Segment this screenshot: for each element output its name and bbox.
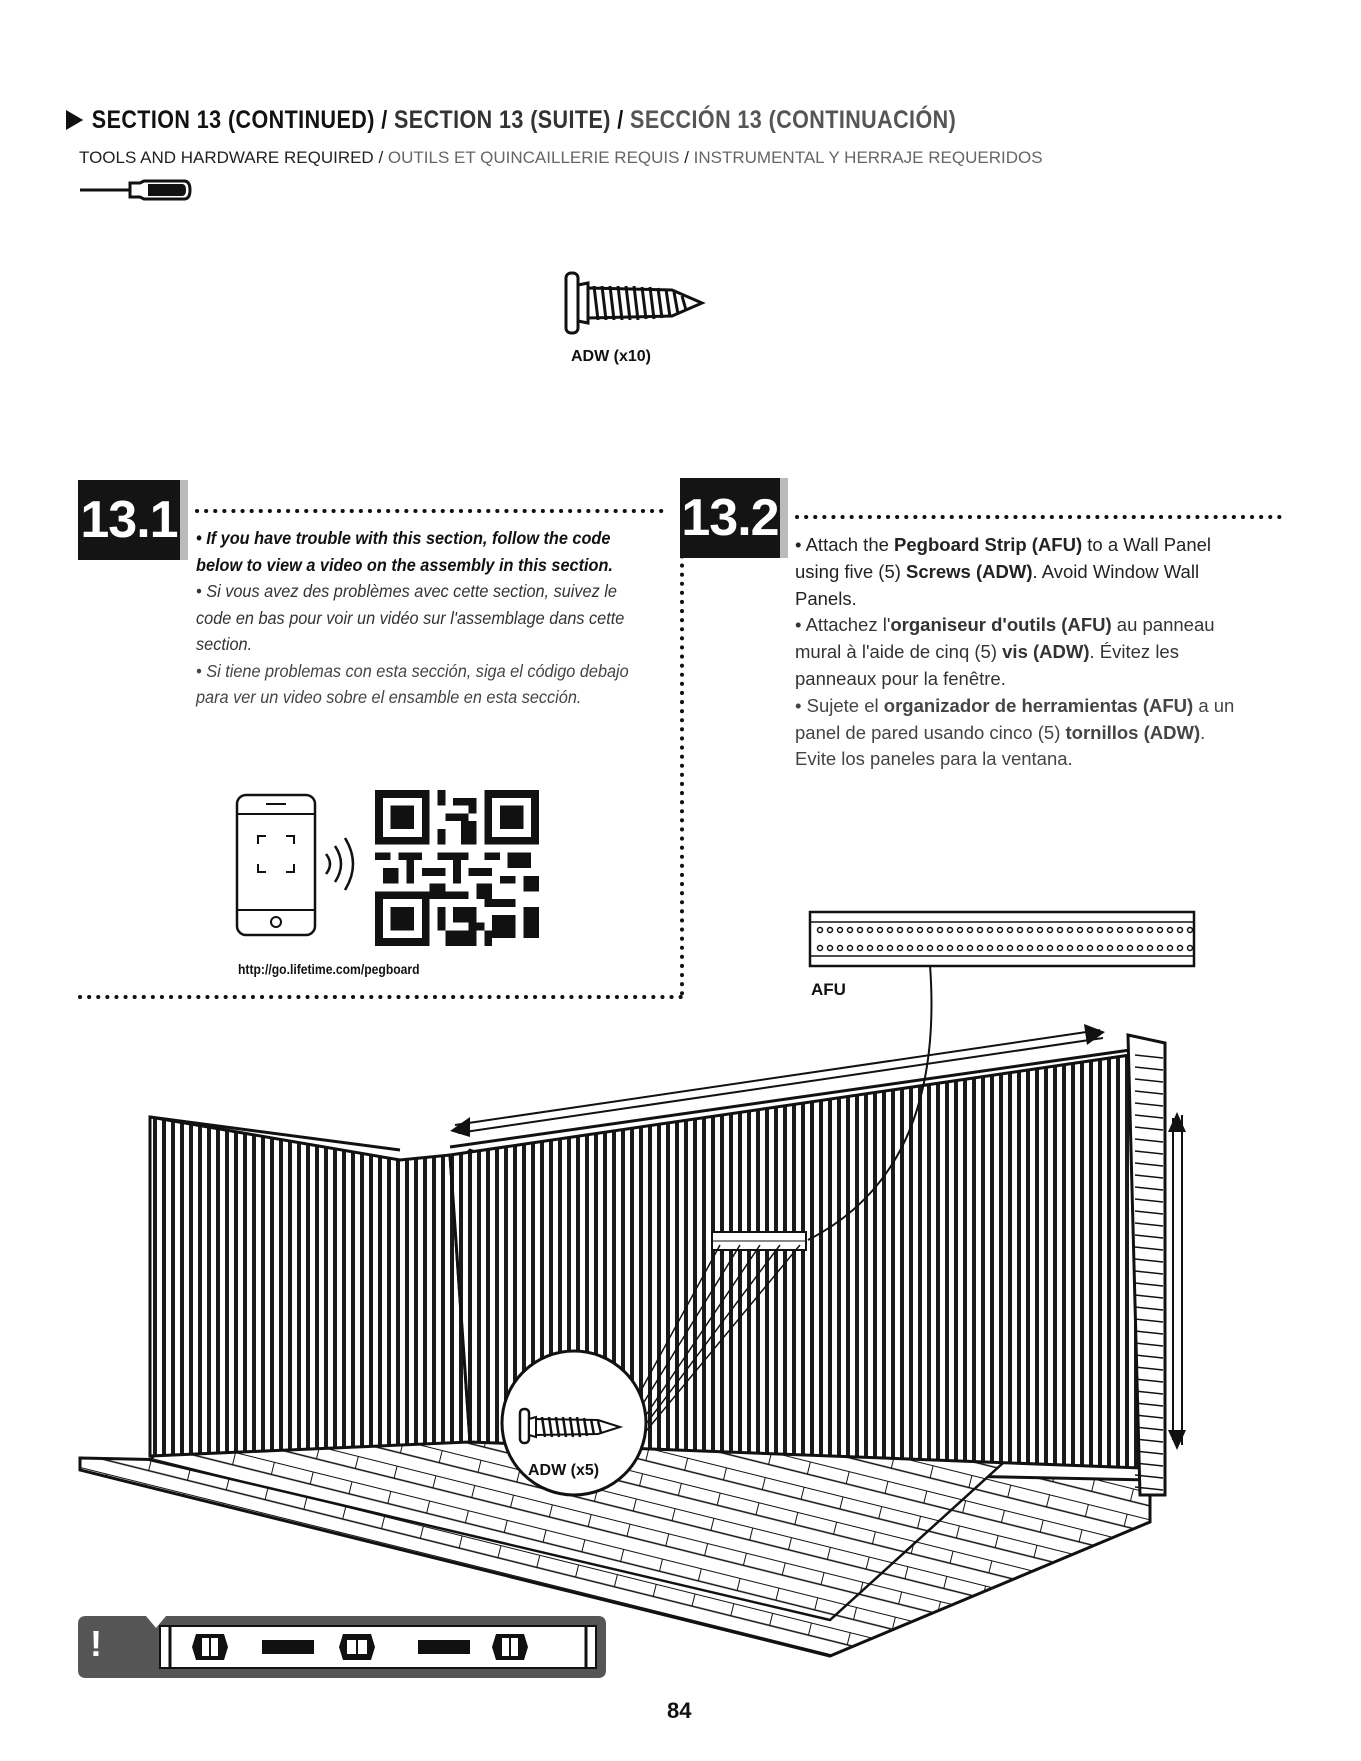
instruction-fr: • Attachez l'organiseur d'outils (AFU) au panneau mural à l'aide de cinq (5) vis (ADW). Évitez les panneaux pour la fenêtre.: [795, 614, 1215, 689]
instruction-en: • Attach the Pegboard Strip (AFU) to a Wall Panel using five (5) Screws (ADW). Avoid Window Wall Panels.: [795, 534, 1212, 609]
note-en: • If you have trouble with this section, follow the code below to view a video on the assembly in this section.: [196, 528, 613, 575]
level-warning-bar: [78, 1612, 608, 1682]
tools-en: TOOLS AND HARDWARE REQUIRED: [79, 148, 374, 167]
section-title-en: SECTION 13 (CONTINUED): [91, 106, 375, 134]
video-url-link[interactable]: http://go.lifetime.com/pegboard: [238, 962, 420, 977]
section-title-fr: SECTION 13 (SUITE): [394, 106, 611, 134]
tools-separator: /: [373, 148, 388, 167]
step-badge-13-2: 13.2: [680, 478, 780, 558]
page-number: 84: [667, 1698, 692, 1723]
afu-label: AFU: [811, 980, 846, 999]
note-fr: • Si vous avez des problèmes avec cette section, suivez le code en bas pour voir un vidéo sur l'assemblage dans cette section.: [196, 581, 625, 654]
tools-separator: /: [679, 148, 694, 167]
step-badge-13-1: 13.1: [78, 480, 180, 560]
instruction-es: • Sujete el organizador de herramientas (AFU) a un panel de pared usando cinco (5) tornillos (ADW). Evite los paneles para la ventana.: [795, 694, 1235, 770]
title-separator: /: [374, 106, 395, 134]
tools-es: INSTRUMENTAL Y HERRAJE REQUERIDOS: [693, 148, 1043, 167]
tools-fr: OUTILS ET QUINCAILLERIE REQUIS: [387, 148, 680, 167]
adw-top-label: ADW (x10): [571, 348, 652, 365]
title-separator: /: [610, 106, 631, 134]
adw-detail-label: ADW (x5): [528, 1462, 600, 1479]
section-title-es: SECCIÓN 13 (CONTINUACIÓN): [630, 106, 957, 134]
warning-icon: !: [90, 1623, 102, 1664]
note-es: • Si tiene problemas con esta sección, siga el código debajo para ver un video sobre el ensamble en esta sección.: [196, 660, 629, 707]
